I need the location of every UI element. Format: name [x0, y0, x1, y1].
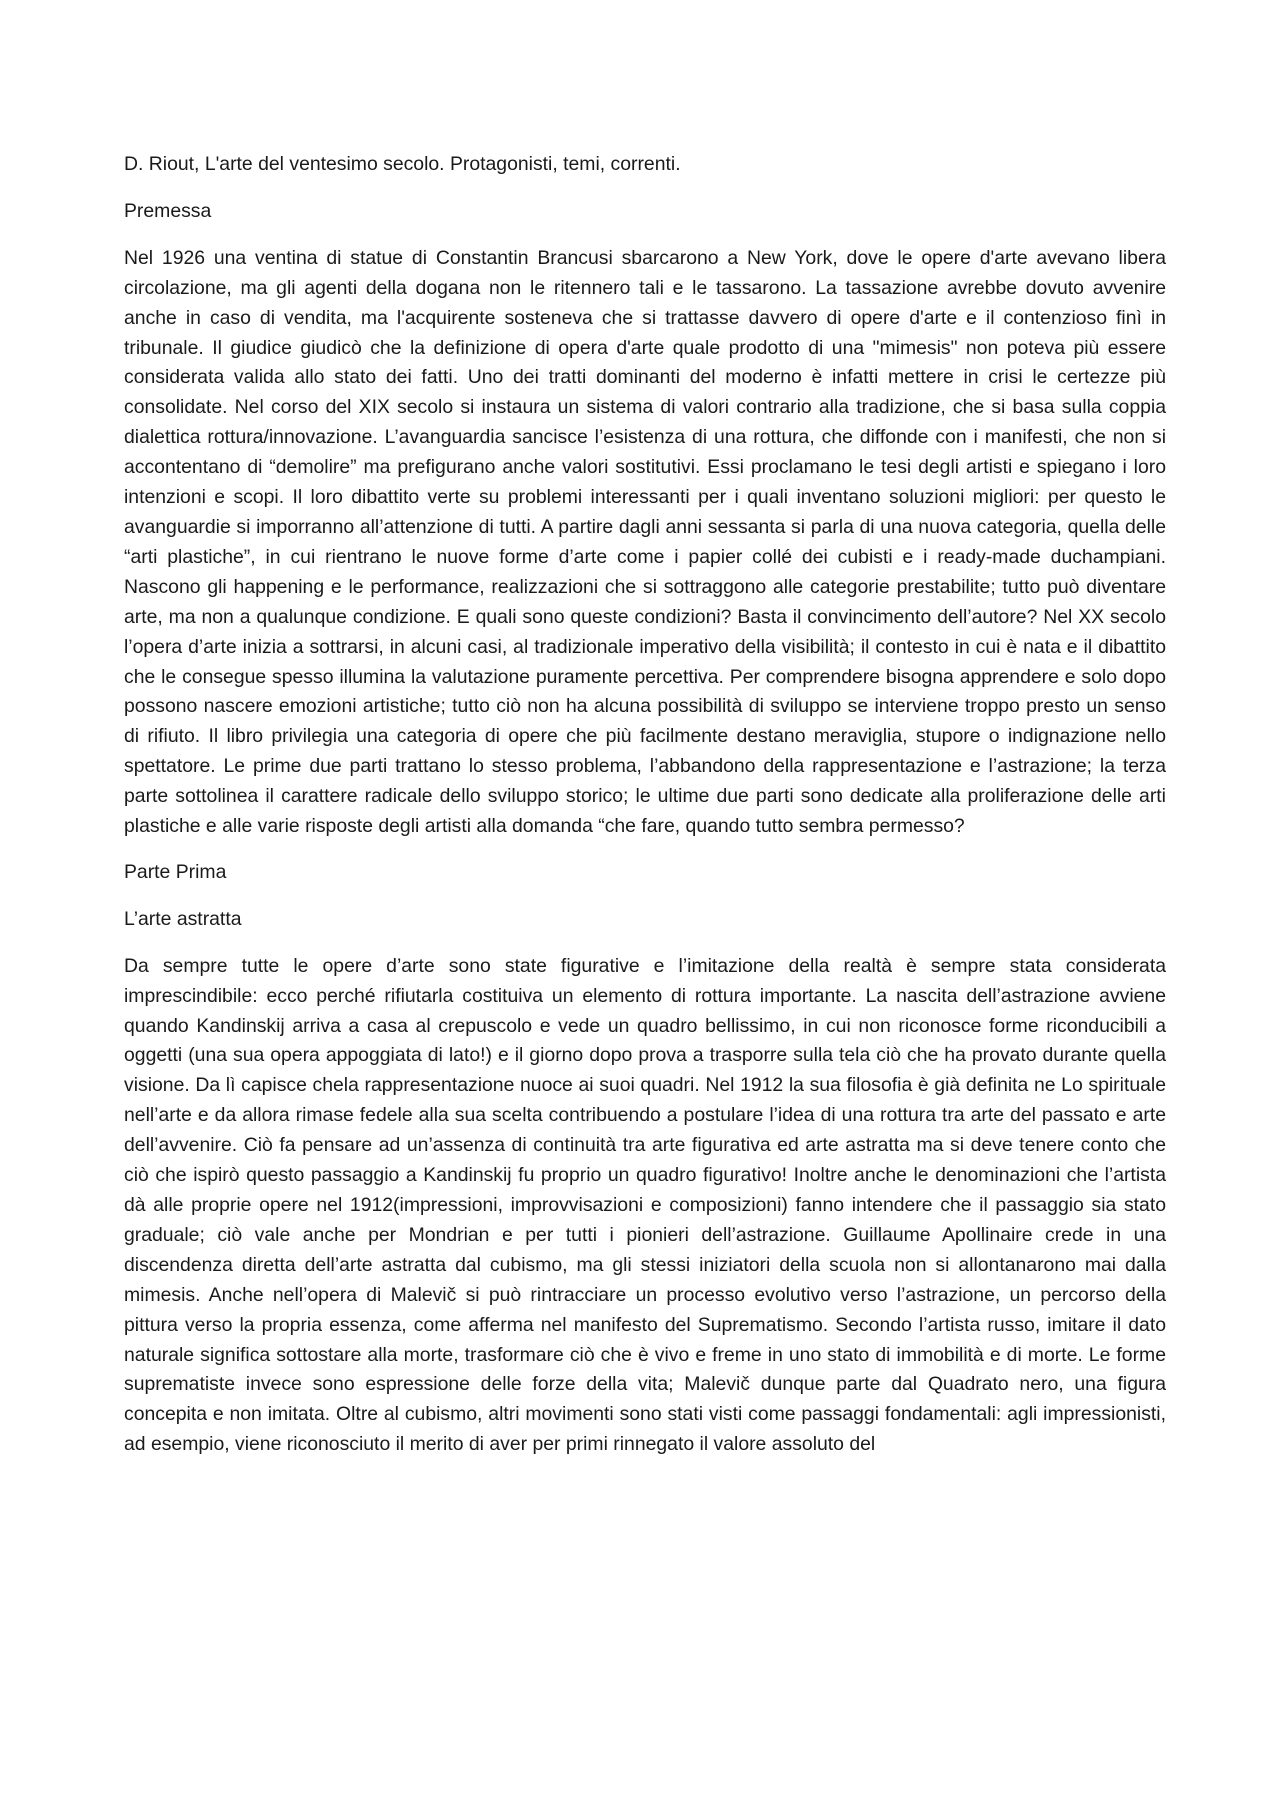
paragraph-premessa: Nel 1926 una ventina di statue di Constantin Brancusi sbarcarono a New York, dove le opere d'arte avevano libera circolazione, ma gli agenti della dogana non le ritennero tali e le tassarono. La tassazione avrebbe dovuto avvenire anche in caso di vendita, ma l'acquirente sosteneva che si trattasse davvero di opere d'arte e il contenzioso finì in tribunale. Il giudice giudicò che la definizione di opera d'arte quale prodotto di una "mimesis" non poteva più essere considerata valida allo stato dei fatti. Uno dei tratti dominanti del moderno è infatti mettere in crisi le certezze più consolidate. Nel corso del XIX secolo si instaura un sistema di valori contrario alla tradizione, che si basa sulla coppia dialettica rottura/innovazione. L’avanguardia sancisce l’esistenza di una rottura, che diffonde con i manifesti, che non si accontentano di “demolire” ma prefigurano anche valori sostitutivi. Essi proclamano le tesi degli artisti e spiegano i loro intenzioni e scopi. Il loro dibattito verte su problemi interessanti per i quali inventano soluzioni migliori: per questo le avanguardie si imporranno all’attenzione di tutti. A partire dagli anni sessanta si parla di una nuova categoria, quella delle “arti plastiche”, in cui rientrano le nuove forme d’arte come i papier collé dei cubisti e i ready-made duchampiani. Nascono gli happening e le performance, realizzazioni che si sottraggono alle categorie prestabilite; tutto può diventare arte, ma non a qualunque condizione. E quali sono queste condizioni? Basta il convincimento dell’autore? Nel XX secolo l’opera d’arte inizia a sottrarsi, in alcuni casi, al tradizionale imperativo della visibilità; il contesto in cui è nata e il dibattito che le consegue spesso illumina la valutazione puramente percettiva. Per comprendere bisogna apprendere e solo dopo possono nascere emozioni artistiche; tutto ciò non ha alcuna possibilità di sviluppo se interviene troppo presto un senso di rifiuto. Il libro privilegia una categoria di opere che più facilmente destano meraviglia, stupore o indignazione nello spettatore. Le prime due parti trattano lo stesso problema, l’abbandono della rappresentazione e l’astrazione; la terza parte sottolinea il carattere radicale dello sviluppo storico; le ultime due parti sono dedicate alla proliferazione delle arti plastiche e alle varie risposte degli artisti alla domanda “che fare, quando tutto sembra permesso?: [124, 246, 1166, 838]
section-heading-premessa: Premessa: [124, 199, 212, 222]
section-heading-parte-prima: Parte Prima: [124, 860, 227, 883]
paragraph-arte-astratta: Da sempre tutte le opere d’arte sono state figurative e l’imitazione della realtà è sempre stata considerata imprescindibile: ecco perché rifiutarla costituiva un elemento di rottura importante. La nascita dell’astrazione avviene quando Kandinskij arriva a casa al crepuscolo e vede un quadro bellissimo, in cui non riconosce forme riconducibili a oggetti (una sua opera appoggiata di lato!) e il giorno dopo prova a trasporre sulla tela ciò che ha provato durante quella visione. Da lì capisce chela rappresentazione nuoce ai suoi quadri. Nel 1912 la sua filosofia è già definita ne Lo spirituale nell’arte e da allora rimase fedele alla sua scelta contribuendo a postulare l’idea di una rottura tra arte del passato e arte dell’avvenire. Ciò fa pensare ad un’assenza di continuità tra arte figurativa ed arte astratta ma si deve tenere conto che ciò che ispirò questo passaggio a Kandinskij fu proprio un quadro figurativo! Inoltre anche le denominazioni che l’artista dà alle proprie opere nel 1912(impressioni, improvvisazioni e composizioni) fanno intendere che il passaggio sia stato graduale; ciò vale anche per Mondrian e per tutti i pionieri dell’astrazione. Guillaume Apollinaire crede in una discendenza diretta dell’arte astratta dal cubismo, ma gli stessi iniziatori della scuola non si allontanarono mai dalla mimesis. Anche nell’opera di Malevič si può rintracciare un processo evolutivo verso l’astrazione, un percorso della pittura verso la propria essenza, come afferma nel manifesto del Suprematismo. Secondo l’artista russo, imitare il dato naturale significa sottostare alla morte, trasformare ciò che è vivo e freme in uno stato di immobilità e di morte. Le forme suprematiste invece sono espressione delle forze della vita; Malevič dunque parte dal Quadrato nero, una figura concepita e non imitata. Oltre al cubismo, altri movimenti sono stati visti come passaggi fondamentali: agli impressionisti, ad esempio, viene riconosciuto il merito di aver per primi rinnegato il valore assoluto del: [124, 954, 1166, 1456]
citation-line: D. Riout, L'arte del ventesimo secolo. Protagonisti, temi, correnti.: [124, 153, 681, 175]
section-heading-arte-astratta: L’arte astratta: [124, 907, 242, 930]
document-page: [124, 150, 1166, 1476]
